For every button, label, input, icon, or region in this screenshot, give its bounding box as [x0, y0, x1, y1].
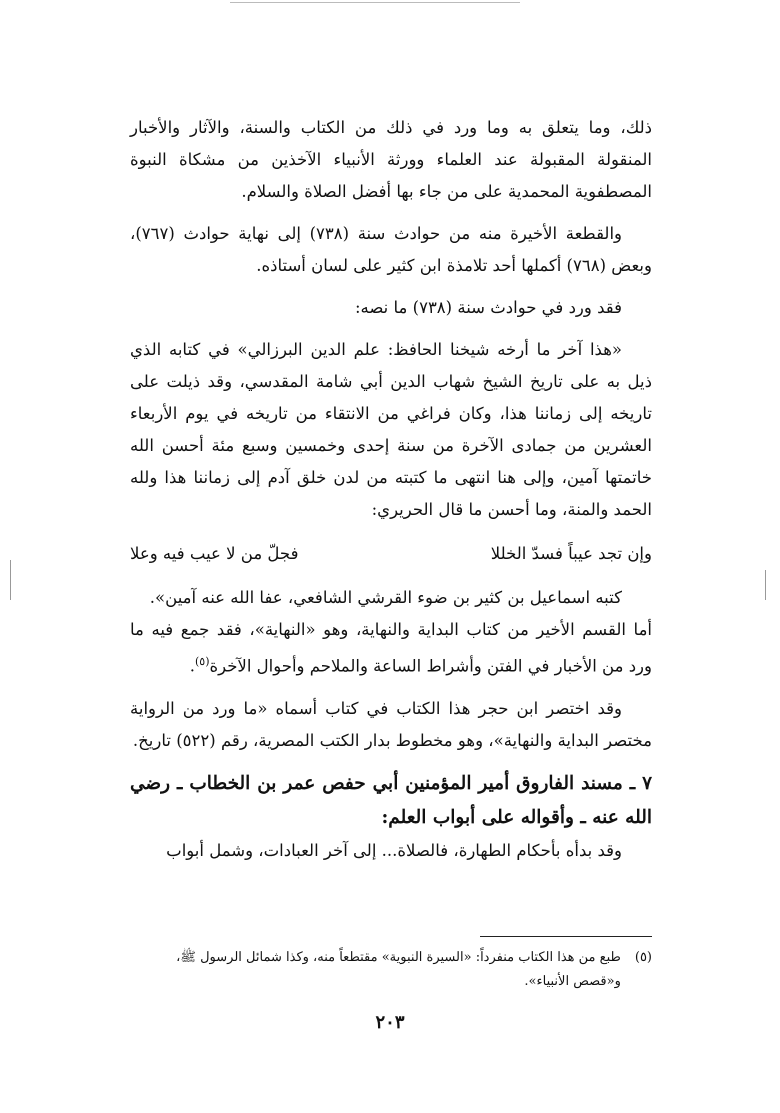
paragraph-2: والقطعة الأخيرة منه من حوادث سنة (٧٣٨) إلى نهاية حوادث (٧٦٧)، وبعض (٧٦٨) أكملها أحد تلامذة ابن كثير على لسان أستاذه. — [130, 224, 652, 275]
verse-second-hemistich: فجلّ من لا عيب فيه وعلا — [130, 544, 299, 563]
footnote-text: طبع من هذا الكتاب منفرداً: «السيرة النبوية» مقتطعاً منه، وكذا شمائل الرسول ﷺ، و«قصص الأنبياء». — [176, 950, 621, 989]
main-text — [130, 112, 652, 867]
paragraph-6 — [130, 614, 652, 683]
footnote — [130, 946, 652, 994]
footnote-reference: (٥) — [194, 655, 210, 668]
scan-left-edge — [10, 560, 11, 600]
paragraph-6-end: . — [189, 656, 195, 676]
paragraph-7: وقد اختصر ابن حجر هذا الكتاب في كتاب أسماه «ما ورد من الرواية مختصر البداية والنهاية»، وهو مخطوط بدار الكتب المصرية، رقم (٥٢٢) تاريخ. — [130, 698, 652, 750]
poem-verse — [130, 538, 652, 570]
verse-first-hemistich: وإن تجد عيباً فسدّ الخللا — [490, 544, 652, 563]
section-heading: ٧ ـ مسند الفاروق أمير المؤمنين أبي حفص عمر بن الخطاب ـ رضي الله عنه ـ وأقواله على أبواب العلم: — [130, 772, 652, 828]
paragraph-8: وقد بدأه بأحكام الطهارة، فالصلاة... إلى آخر العبادات، وشمل أبواب — [166, 840, 622, 860]
paragraph-6-text: أما القسم الأخير من كتاب البداية والنهاية، وهو «النهاية»، فقد جمع فيه ما ورد من الأخبار في الفتن وأشراط الساعة والملاحم وأحوال الآخرة — [130, 620, 652, 676]
page-number: ٢٠٣ — [375, 1012, 405, 1033]
footnote-mark: (٥) — [634, 950, 652, 965]
paragraph-3: فقد ورد في حوادث سنة (٧٣٨) ما نصه: — [354, 298, 622, 317]
footnote-separator — [480, 936, 652, 937]
paragraph-5: كتبه اسماعيل بن كثير بن ضوء القرشي الشافعي، عفا الله عنه آمين». — [149, 588, 622, 607]
paragraph-4: «هذا آخر ما أرخه شيخنا الحافظ: علم الدين البرزالي» في كتابه الذي ذيل به على تاريخ الشيخ شهاب الدين أبي شامة المقدسي، وقد ذيلت على تاريخه إلى زماننا هذا، وكان فراغي من الانتقاء من تاريخه في يوم الأربعاء العشرين من جمادى الآخرة من سنة إحدى وخمسين وسبع مئة أحسن الله خاتمتها آمين، وإلى هنا انتهى ما كتبته من لدن خلق آدم إلى زماننا هذا ولله الحمد والمنة، وما أحسن ما قال الحريري: — [130, 340, 652, 519]
scan-top-edge — [230, 2, 520, 3]
paragraph-1: ذلك، وما يتعلق به وما ورد في ذلك من الكتاب والسنة، والآثار والأخبار المنقولة المقبولة عند العلماء وورثة الأنبياء الآخذين من مشكاة النبوة المصطفوية المحمدية على من جاء بها أفضل الصلاة والسلام. — [130, 118, 652, 201]
scan-right-edge — [765, 570, 766, 600]
